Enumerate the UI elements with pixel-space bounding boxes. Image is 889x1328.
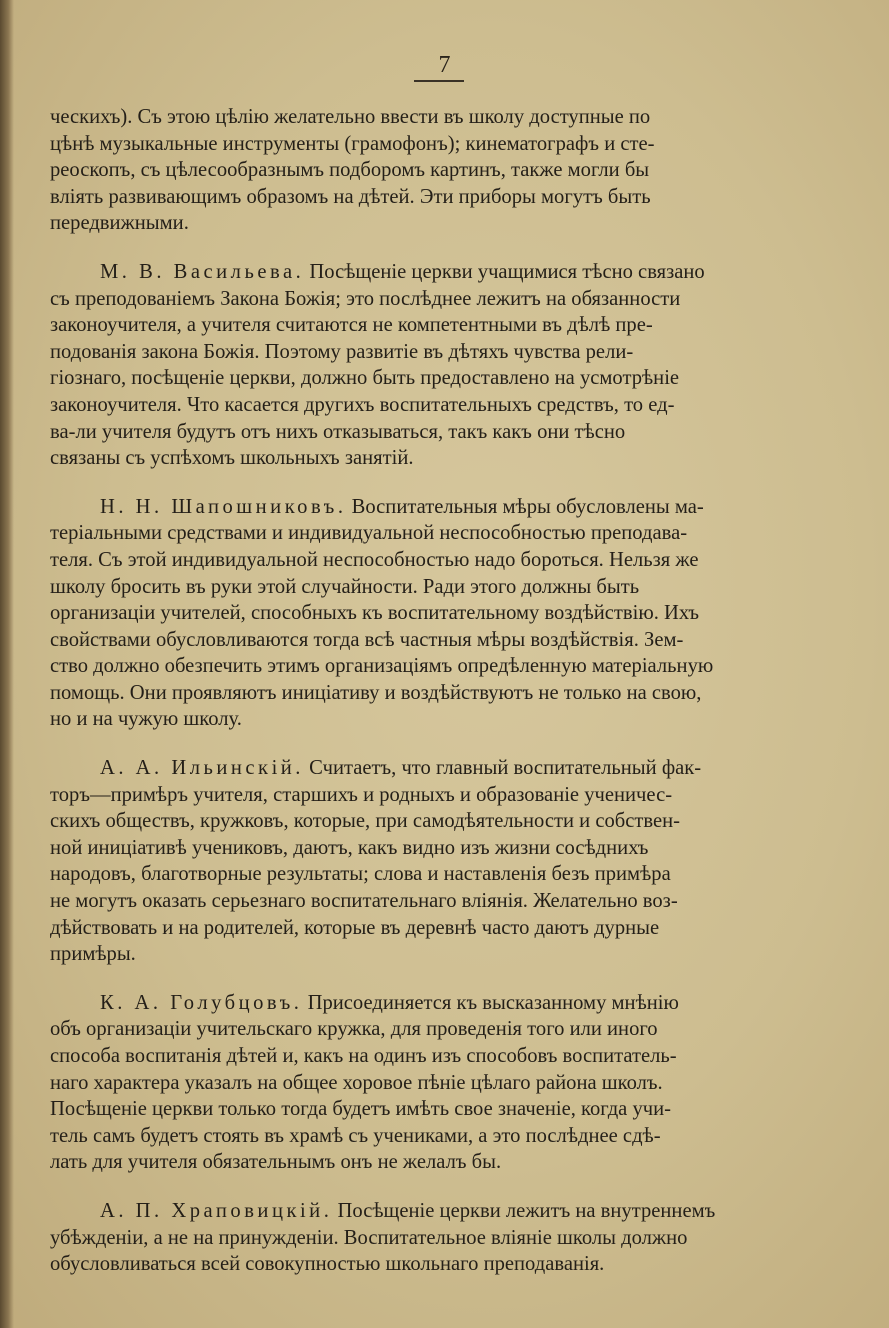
text-line: связаны съ успѣхомъ школьныхъ занятій. [50, 447, 414, 470]
page-spine-shadow [0, 0, 14, 1328]
text-line: съ преподованіемъ Закона Божія; это послѣднее лежитъ на обязанности [50, 287, 681, 310]
text-span: Считаетъ, что главный воспитательный фак- [309, 757, 702, 780]
text-line: организаціи учителей, способныхъ къ воспитательному воздѣйствію. Ихъ [50, 602, 700, 625]
paragraph-first-line [50, 990, 828, 1017]
paragraph-continuation [50, 104, 828, 237]
text-line: школу бросить въ руки этой случайности. Ради этого должны быть [50, 575, 640, 598]
paragraph-golubtsov [50, 990, 828, 1176]
speaker-name: К. А. Голубцовъ. [100, 991, 303, 1014]
page-text [50, 104, 828, 1300]
paragraph-vasilyeva [50, 259, 828, 472]
page-number: 7 [438, 52, 451, 78]
text-line: помощь. Они проявляютъ иниціативу и воздѣйствуютъ не только на свою, [50, 681, 702, 704]
text-line: реоскопъ, съ цѣлесообразнымъ подборомъ картинъ, также могли бы [50, 159, 650, 182]
speaker-name: А. А. Ильинскій. [100, 757, 304, 780]
text-span: Воспитательныя мѣры обусловлены ма- [351, 495, 704, 518]
text-line: обусловливаться всей совокупностью школьнаго преподаванія. [50, 1253, 605, 1276]
text-line: лать для учителя обязательнымъ онъ не желалъ бы. [50, 1151, 502, 1174]
text-line: народовъ, благотворные результаты; слова и наставленія безъ примѣра [50, 863, 671, 886]
speaker-name: М. В. Васильева. [100, 260, 305, 283]
text-line: теля. Съ этой индивидуальной неспособностью надо бороться. Нельзя же [50, 548, 699, 571]
text-line: передвижными. [50, 212, 189, 235]
text-line: вліять развивающимъ образомъ на дѣтей. Эти приборы могутъ быть [50, 185, 651, 208]
text-span: Посѣщеніе церкви учащимися тѣсно связано [309, 260, 705, 283]
text-line: подованія закона Божія. Поэтому развитіе въ дѣтяхъ чувства рели- [50, 340, 634, 363]
text-line: тель самъ будетъ стоять въ храмѣ съ учениками, а это послѣднее сдѣ- [50, 1124, 661, 1147]
text-span: Посѣщеніе церкви лежитъ на внутреннемъ [337, 1199, 716, 1222]
speaker-name: А. П. Храповицкій. [100, 1199, 333, 1222]
text-line: наго характера указалъ на общее хоровое пѣніе цѣлаго района школъ. [50, 1071, 663, 1094]
text-line: ческихъ). Съ этою цѣлію желательно ввести въ школу доступные по [50, 106, 651, 128]
paragraph-first-line [50, 259, 828, 286]
text-line: законоучителя, а учителя считаются не компетентными въ дѣлѣ пре- [50, 314, 653, 337]
text-line: цѣнѣ музыкальные инструменты (грамофонъ); кинематографъ и сте- [50, 132, 655, 155]
text-line: гіознаго, посѣщеніе церкви, должно быть предоставлено на усмотрѣніе [50, 367, 680, 390]
text-line: ва-ли учителя будутъ отъ нихъ отказываться, такъ какъ они тѣсно [50, 420, 626, 443]
page-number-rule [414, 80, 464, 82]
text-line: торъ—примѣръ учителя, старшихъ и родныхъ и образованіе ученичес- [50, 783, 673, 806]
text-line: теріальными средствами и индивидуальной неспособностью преподава- [50, 522, 688, 545]
paragraph-first-line [50, 494, 828, 521]
text-line: дѣйствовать и на родителей, которые въ деревнѣ часто даютъ дурные [50, 916, 660, 939]
text-line: свойствами обусловливаются тогда всѣ частныя мѣры воздѣйствія. Зем- [50, 628, 684, 651]
speaker-name: Н. Н. Шапошниковъ. [100, 495, 347, 518]
text-line: ной иниціативѣ учениковъ, даютъ, какъ видно изъ жизни сосѣднихъ [50, 836, 649, 859]
text-line: убѣжденіи, а не на принужденіи. Воспитательное вліяніе школы должно [50, 1226, 688, 1249]
text-line: скихъ обществъ, кружковъ, которые, при самодѣятельности и собствен- [50, 810, 681, 833]
text-line: примѣры. [50, 943, 136, 966]
paragraph-first-line [50, 1198, 828, 1225]
text-line: Посѣщеніе церкви только тогда будетъ имѣть свое значеніе, когда учи- [50, 1098, 671, 1121]
text-line: объ организаціи учительскаго кружка, для проведенія того или иного [50, 1018, 658, 1041]
text-line: законоучителя. Что касается другихъ воспитательныхъ средствъ, то ед- [50, 393, 675, 416]
text-span: Присоединяется къ высказанному мнѣнію [307, 991, 679, 1014]
paragraph-khrapovitsky [50, 1198, 828, 1278]
text-line: ство должно обезпечить этимъ организаціямъ опредѣленную матеріальную [50, 655, 714, 678]
text-line: не могутъ оказать серьезнаго воспитательнаго вліянія. Желательно воз- [50, 890, 678, 913]
text-line: способа воспитанія дѣтей и, какъ на одинъ изъ способовъ воспитатель- [50, 1045, 677, 1067]
paragraph-shaposhnikov [50, 494, 828, 733]
text-line: но и на чужую школу. [50, 708, 242, 731]
paragraph-ilyinsky [50, 755, 828, 968]
paragraph-first-line [50, 755, 828, 782]
